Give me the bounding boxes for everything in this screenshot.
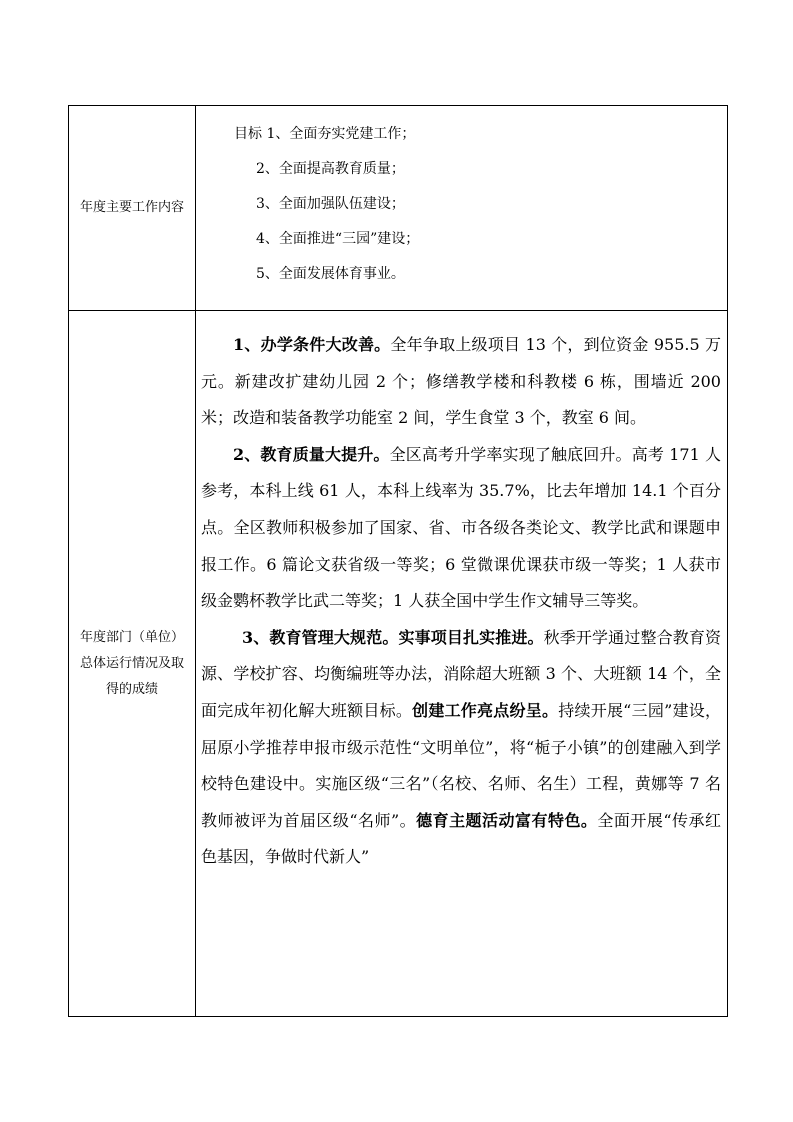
row-label-annual-work: 年度主要工作内容 [69, 106, 196, 311]
paragraph-heading: 德育主题活动富有特色。 [416, 810, 598, 830]
paragraph-management [201, 620, 721, 876]
paragraph-text: 持续开展“三园”建设，屈原小学推荐申报市级示范性“文明单位”，将“栀子小镇”的创建融入到学校特色建设中。实施区级“三名”（名校、名师、名生）工程，黄娜等 7 名教师被评为首届区级“名师”。 [201, 700, 721, 830]
achievements-cell [196, 311, 728, 1017]
paragraph-text: 全面开展“传承红色基因，争做时代新人” [201, 810, 721, 867]
paragraph-text: 秋季开学通过整合教育资源、学校扩容、均衡编班等办法，消除超大班额 3 个、大班额 14 个，全面完成年初化解大班额目标。 [201, 627, 721, 720]
paragraph-heading: 2、教育质量大提升。 [233, 444, 390, 464]
paragraph-quality [201, 437, 721, 620]
report-table [68, 105, 728, 1017]
row-label-overall-performance [69, 311, 196, 1017]
table-row [69, 106, 728, 311]
goal-item: 目标 1、全面夯实党建工作； [234, 126, 416, 142]
goal-item: 4、全面推进“三园”建设； [256, 231, 420, 247]
paragraph-heading: 1、办学条件大改善。 [233, 335, 391, 354]
row-label-line: 总体运行情况及取 [79, 655, 184, 671]
goals-cell [196, 106, 728, 311]
paragraph-heading: 3、教育管理大规范。实事项目扎实推进。 [242, 627, 544, 647]
table-row [69, 311, 728, 1017]
achievements-body [196, 311, 727, 876]
paragraph-conditions [201, 327, 721, 437]
goal-item: 3、全面加强队伍建设； [256, 196, 405, 212]
paragraph-heading: 创建工作亮点纷呈。 [412, 700, 559, 720]
row-label-line: 得的成绩 [105, 681, 158, 697]
goal-item: 5、全面发展体育事业。 [256, 266, 405, 282]
row-label-line: 年度部门（单位） [79, 629, 184, 645]
paragraph-text: 全年争取上级项目 13 个，到位资金 955.5 万元。新建改扩建幼儿园 2 个；修缮教学楼和科教楼 6 栋，围墙近 200 米；改造和装备教学功能室 2 间，学生食堂 3 个，教室 6 间。 [201, 335, 721, 428]
paragraph-text: 全区高考升学率实现了触底回升。高考 171 人参考，本科上线 61 人，本科上线率为 35.7%，比去年增加 14.1 个百分点。全区教师积极参加了国家、省、市各级各类论文、教学比武和课题申报工作。6 篇论文获省级一等奖；6 堂微课优课获市级一等奖；1 人获市级金鹦杯教学比武二等奖；1 人获全国中学生作文辅导三等奖。 [201, 444, 721, 611]
goal-item: 2、全面提高教育质量； [256, 161, 405, 177]
goals-list [196, 106, 727, 297]
